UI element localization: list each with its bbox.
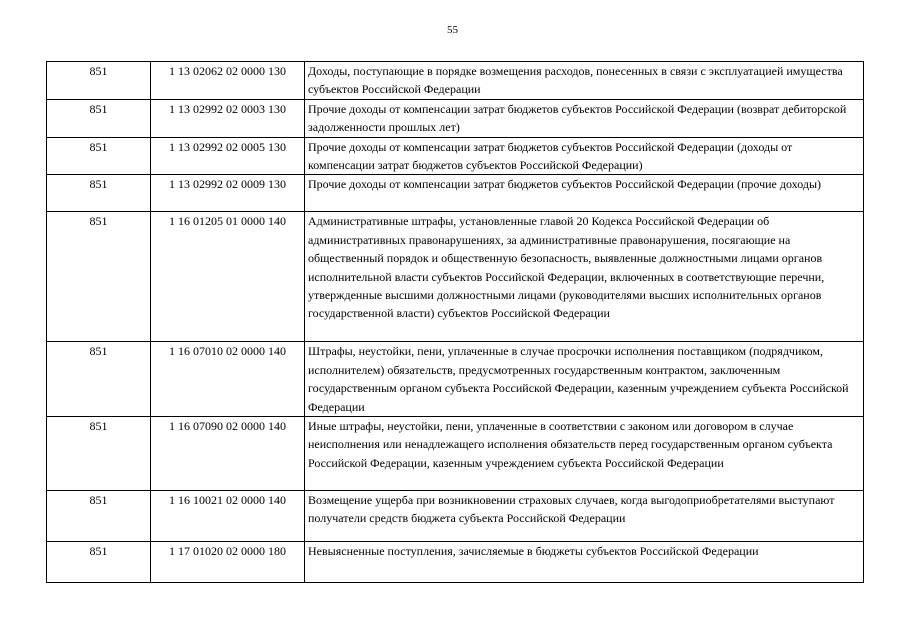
income-description-cell: Штрафы, неустойки, пени, уплаченные в случае просрочки исполнения поставщиком (подрядчиком, исполнителем) обязательств, предусмотренных государственным контрактом, заключенным государственным органом субъекта Российской Федерации, казенным учреждением субъекта Российской Федерации (305, 342, 864, 417)
table-row (47, 175, 864, 212)
budget-code-cell: 1 16 10021 02 0000 140 (151, 491, 305, 542)
administrator-code-cell: 851 (47, 342, 151, 417)
income-description-cell: Прочие доходы от компенсации затрат бюджетов субъектов Российской Федерации (доходы от компенсации затрат бюджетов субъектов Российской Федерации) (305, 137, 864, 175)
administrator-code-cell: 851 (47, 62, 151, 100)
budget-code-cell: 1 16 07090 02 0000 140 (151, 417, 305, 491)
income-description-cell: Доходы, поступающие в порядке возмещения расходов, понесенных в связи с эксплуатацией имущества субъектов Российской Федерации (305, 62, 864, 100)
administrator-code-cell: 851 (47, 175, 151, 212)
table-row (47, 137, 864, 175)
table-row (47, 342, 864, 417)
budget-code-cell: 1 13 02992 02 0003 130 (151, 99, 305, 137)
administrator-code-cell: 851 (47, 542, 151, 583)
administrator-code-cell: 851 (47, 137, 151, 175)
income-description-cell: Возмещение ущерба при возникновении страховых случаев, когда выгодоприобретателями выступают получатели средств бюджета субъекта Российской Федерации (305, 491, 864, 542)
administrator-code-cell: 851 (47, 491, 151, 542)
table-row (47, 212, 864, 342)
income-description-cell: Невыясненные поступления, зачисляемые в бюджеты субъектов Российской Федерации (305, 542, 864, 583)
table-row (47, 491, 864, 542)
budget-code-cell: 1 13 02992 02 0005 130 (151, 137, 305, 175)
table-row (47, 99, 864, 137)
budget-code-cell: 1 13 02062 02 0000 130 (151, 62, 305, 100)
budget-code-cell: 1 16 07010 02 0000 140 (151, 342, 305, 417)
table-row (47, 542, 864, 583)
table-row (47, 417, 864, 491)
income-description-cell: Иные штрафы, неустойки, пени, уплаченные в соответствии с законом или договором в случае неисполнения или ненадлежащего исполнения обязательств перед государственным органом субъекта Российской Федерации, казенным учреждением субъекта Российской Федерации (305, 417, 864, 491)
administrator-code-cell: 851 (47, 212, 151, 342)
table-row (47, 62, 864, 100)
administrator-code-cell: 851 (47, 99, 151, 137)
budget-code-cell: 1 13 02992 02 0009 130 (151, 175, 305, 212)
administrator-code-cell: 851 (47, 417, 151, 491)
budget-code-cell: 1 17 01020 02 0000 180 (151, 542, 305, 583)
income-description-cell: Административные штрафы, установленные главой 20 Кодекса Российской Федерации об административных правонарушениях, за административные правонарушения, посягающие на общественный порядок и общественную безопасность, выявленные должностными лицами органов исполнительной власти субъектов Российской Федерации, включенных в соответствующие перечни, утвержденные высшими должностными лицами (руководителями высших исполнительных органов государственной власти) субъектов Российской Федерации (305, 212, 864, 342)
budget-code-cell: 1 16 01205 01 0000 140 (151, 212, 305, 342)
income-description-cell: Прочие доходы от компенсации затрат бюджетов субъектов Российской Федерации (прочие доходы) (305, 175, 864, 212)
income-description-cell: Прочие доходы от компенсации затрат бюджетов субъектов Российской Федерации (возврат дебиторской задолженности прошлых лет) (305, 99, 864, 137)
budget-classification-table (46, 61, 864, 583)
page-number: 55 (447, 24, 458, 36)
